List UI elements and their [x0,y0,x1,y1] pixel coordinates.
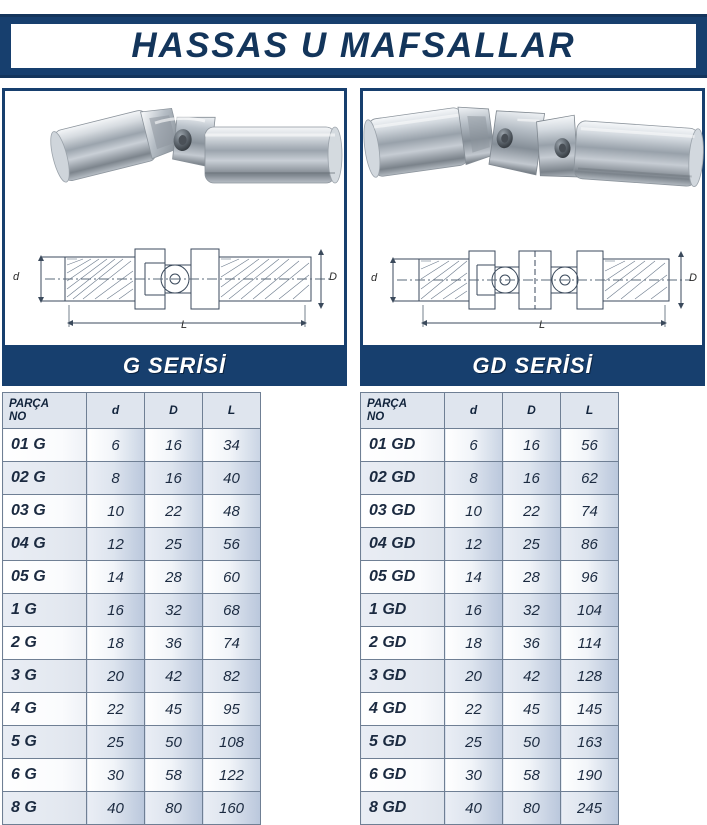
table-row [3,660,261,693]
table-row [3,726,261,759]
cell-D: 42 [503,660,561,693]
gd-series-drawing-svg [363,219,702,341]
table-row [361,792,619,825]
cell-d: 25 [445,726,503,759]
cell-d: 18 [87,627,145,660]
table-row [3,495,261,528]
g-dim-d-label: d [13,271,20,283]
cell-part-no: 5 G [3,726,87,759]
cell-L: 56 [561,429,619,462]
cell-part-no: 05 GD [361,561,445,594]
cell-L: 108 [203,726,261,759]
cell-D: 16 [145,429,203,462]
g-series-drawing-svg [5,219,344,341]
page-title: HASSAS U MAFSALLAR [131,26,576,65]
table-row [3,561,261,594]
column-header-d: d [87,393,145,429]
table-row [361,561,619,594]
cell-part-no: 04 G [3,528,87,561]
cell-D: 16 [503,429,561,462]
table-header-row [361,393,619,429]
cell-L: 122 [203,759,261,792]
cell-part-no: 05 G [3,561,87,594]
single-universal-joint-photo [5,91,344,219]
panel-g-series [2,88,347,825]
cell-L: 160 [203,792,261,825]
cell-d: 20 [445,660,503,693]
cell-part-no: 1 G [3,594,87,627]
table-row [361,726,619,759]
cell-D: 80 [145,792,203,825]
cell-d: 16 [445,594,503,627]
cell-d: 12 [445,528,503,561]
cell-L: 86 [561,528,619,561]
title-inner-frame [8,21,699,71]
cell-L: 74 [561,495,619,528]
column-header-L: L [561,393,619,429]
table-row [3,594,261,627]
table-row [361,594,619,627]
g-series-table [2,392,261,825]
cell-L: 56 [203,528,261,561]
cell-L: 62 [561,462,619,495]
gd-dim-D-label: D [689,272,697,284]
cell-D: 36 [503,627,561,660]
table-row [3,429,261,462]
cell-L: 145 [561,693,619,726]
cell-L: 40 [203,462,261,495]
cell-part-no: 1 GD [361,594,445,627]
cell-part-no: 01 G [3,429,87,462]
cell-L: 68 [203,594,261,627]
table-row [361,759,619,792]
cell-L: 60 [203,561,261,594]
cell-D: 16 [145,462,203,495]
table-row [3,462,261,495]
column-header-part-no [3,393,87,429]
cell-part-no: 02 G [3,462,87,495]
cell-part-no: 4 GD [361,693,445,726]
cell-D: 58 [503,759,561,792]
table-row [361,528,619,561]
cell-part-no: 4 G [3,693,87,726]
cell-part-no: 03 GD [361,495,445,528]
g-series-technical-drawing [5,219,344,339]
cell-D: 25 [145,528,203,561]
table-row [3,528,261,561]
table-row [3,627,261,660]
single-joint-illustration [5,91,344,219]
cell-d: 8 [87,462,145,495]
cell-d: 6 [87,429,145,462]
cell-D: 16 [503,462,561,495]
table-row [361,660,619,693]
cell-D: 32 [503,594,561,627]
column-header-part-no [361,393,445,429]
column-header-d: d [445,393,503,429]
table-row [361,693,619,726]
g-series-label: G SERİSİ [122,352,227,378]
cell-part-no: 03 G [3,495,87,528]
cell-d: 40 [445,792,503,825]
cell-d: 14 [87,561,145,594]
cell-part-no: 5 GD [361,726,445,759]
cell-d: 18 [445,627,503,660]
cell-D: 36 [145,627,203,660]
cell-d: 30 [87,759,145,792]
cell-part-no: 8 GD [361,792,445,825]
cell-d: 22 [87,693,145,726]
cell-D: 42 [145,660,203,693]
g-dim-L-label: L [181,319,188,331]
cell-d: 25 [87,726,145,759]
cell-D: 50 [503,726,561,759]
cell-part-no: 6 G [3,759,87,792]
gd-series-image-box [360,88,705,348]
title-banner [0,14,707,78]
panel-gd-series [360,88,705,825]
cell-L: 82 [203,660,261,693]
cell-D: 28 [145,561,203,594]
column-header-L: L [203,393,261,429]
part-no-line1: PARÇA [367,397,408,410]
cell-part-no: 8 G [3,792,87,825]
cell-D: 22 [503,495,561,528]
table-row [3,693,261,726]
double-universal-joint-photo [363,91,702,219]
cell-L: 48 [203,495,261,528]
cell-D: 50 [145,726,203,759]
cell-part-no: 3 G [3,660,87,693]
cell-D: 25 [503,528,561,561]
g-dim-D-label: D [329,271,337,283]
cell-part-no: 3 GD [361,660,445,693]
cell-L: 114 [561,627,619,660]
cell-D: 45 [145,693,203,726]
g-series-header [2,348,347,386]
cell-D: 32 [145,594,203,627]
table-row [3,759,261,792]
cell-L: 96 [561,561,619,594]
table-header-row [3,393,261,429]
gd-dim-L-label: L [539,319,546,331]
cell-d: 14 [445,561,503,594]
cell-part-no: 04 GD [361,528,445,561]
cell-L: 104 [561,594,619,627]
cell-L: 74 [203,627,261,660]
cell-L: 34 [203,429,261,462]
cell-d: 22 [445,693,503,726]
table-row [361,429,619,462]
table-row [361,495,619,528]
cell-L: 128 [561,660,619,693]
cell-part-no: 2 GD [361,627,445,660]
cell-part-no: 02 GD [361,462,445,495]
cell-D: 28 [503,561,561,594]
cell-L: 95 [203,693,261,726]
cell-d: 12 [87,528,145,561]
cell-d: 20 [87,660,145,693]
cell-D: 45 [503,693,561,726]
cell-L: 190 [561,759,619,792]
cell-d: 16 [87,594,145,627]
g-series-image-box [2,88,347,348]
part-no-line1: PARÇA [9,397,50,410]
table-row [361,627,619,660]
column-header-D: D [145,393,203,429]
cell-L: 245 [561,792,619,825]
gd-series-table [360,392,619,825]
cell-d: 8 [445,462,503,495]
cell-d: 10 [445,495,503,528]
cell-d: 6 [445,429,503,462]
table-row [3,792,261,825]
cell-D: 80 [503,792,561,825]
cell-d: 30 [445,759,503,792]
part-no-line2: NO [367,410,385,423]
gd-dim-d-label: d [371,272,378,284]
double-joint-illustration [363,91,702,219]
cell-d: 10 [87,495,145,528]
cell-D: 22 [145,495,203,528]
gd-series-label: GD SERİSİ [472,352,593,378]
cell-part-no: 2 G [3,627,87,660]
cell-D: 58 [145,759,203,792]
cell-L: 163 [561,726,619,759]
cell-part-no: 6 GD [361,759,445,792]
column-header-D: D [503,393,561,429]
table-row [361,462,619,495]
cell-d: 40 [87,792,145,825]
gd-series-header [360,348,705,386]
cell-part-no: 01 GD [361,429,445,462]
part-no-line2: NO [9,410,27,423]
gd-series-technical-drawing [363,219,702,339]
